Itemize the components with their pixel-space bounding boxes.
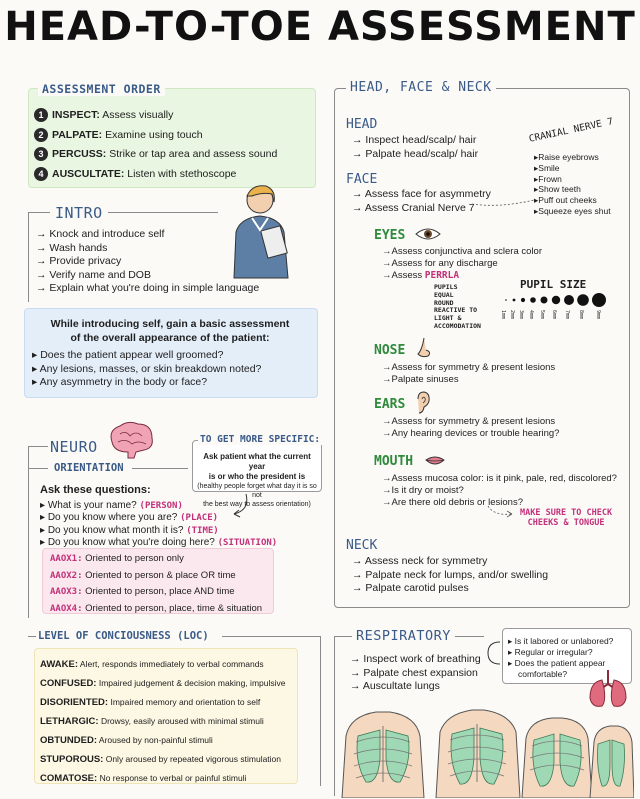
- brain-icon: [106, 420, 156, 460]
- list-item: ▸ Any asymmetry in the body or face?: [32, 376, 208, 388]
- list-item: STUPOROUS: Only aroused by repeated vigorous stimulation: [40, 754, 282, 765]
- cn7-label: CRANIAL NERVE 7: [528, 116, 615, 145]
- list-item: ▸ What is your name? (PERSON): [40, 499, 183, 511]
- face-label: FACE: [346, 172, 378, 187]
- list-item: → Provide privacy: [36, 255, 122, 267]
- specific-text: Ask patient what the current year is or who the president is (healthy people forget what day it is so not the best way to assess orientation): [197, 452, 317, 508]
- respiratory-list: [350, 653, 481, 694]
- list-item: 4 AUSCULTATE: Listen with stethoscope: [34, 167, 314, 182]
- orientation-heading: ORIENTATION: [54, 462, 124, 474]
- pupil-size-scale: [502, 290, 612, 310]
- list-item: ▸Show teeth: [534, 184, 581, 195]
- assessment-order-list: [34, 108, 314, 181]
- list-item: CONFUSED: Impaired judgement & decision making, impulsive: [40, 678, 286, 689]
- list-item: →Assess conjunctiva and sclera color: [382, 246, 542, 257]
- head-list: [352, 134, 478, 161]
- hfn-heading: HEAD, FACE & NECK: [346, 80, 496, 95]
- respiratory-heading: RESPIRATORY: [352, 628, 455, 644]
- intro-heading: INTRO: [50, 204, 108, 222]
- eyes-list: [382, 246, 542, 282]
- nose-list: [382, 362, 555, 386]
- respiratory-questions: ▸ Is it labored or unlabored? ▸ Regular or irregular? ▸ Does the patient appear comfortable?: [508, 636, 614, 679]
- loc-list: [40, 655, 285, 788]
- list-item: AAOX1: Oriented to person only: [50, 553, 184, 564]
- list-item: ▸ Does the patient appear: [508, 658, 606, 668]
- list-item: LETHARGIC: Drowsy, easily aroused with minimal stimuli: [40, 716, 264, 727]
- list-item: → Palpate carotid pulses: [352, 582, 469, 594]
- list-item: →Are there old debris or lesions?: [382, 497, 523, 508]
- neck-label: NECK: [346, 538, 378, 553]
- ears-list: [382, 416, 559, 440]
- list-item: OBTUNDED: Aroused by non-painful stimuli: [40, 735, 213, 746]
- assessment-order-heading: ASSESSMENT ORDER: [38, 82, 165, 96]
- perrla-words: PUPILS EQUAL ROUND REACTIVE TO LIGHT & ACCOMODATION: [434, 283, 481, 330]
- list-item: →Any hearing devices or trouble hearing?: [382, 428, 560, 439]
- list-item: →Assess mucosa color: is it pink, pale, red, discolored?: [382, 473, 617, 484]
- appearance-note: While introducing self, gain a basic assessment of the overall appearance of the patient: ▸ Does the patient appear well groomed? ▸ Any lesions, masses, or skin breakdown noted? ▸ Any asymmetry in the body or face?: [32, 318, 308, 390]
- list-item: ▸ Do you know what you're doing here? (SITUATION): [40, 537, 278, 548]
- aao-list: [50, 551, 262, 617]
- list-item: →Assess for symmetry & present lesions: [382, 362, 556, 373]
- pupil-size-label: PUPIL SIZE: [520, 278, 587, 291]
- specific-heading: TO GET MORE SPECIFIC:: [200, 434, 321, 445]
- list-item: → Inspect head/scalp/ hair: [352, 134, 477, 146]
- neck-list: [352, 555, 548, 596]
- list-item: ▸ Does the patient appear well groomed?: [32, 349, 224, 361]
- list-item: → Palpate chest expansion: [350, 666, 478, 679]
- eye-icon: [414, 226, 442, 242]
- list-item: ▸ Do you know where you are? (PLACE): [40, 512, 219, 523]
- intro-list: [36, 228, 259, 296]
- list-item: → Assess Cranial Nerve 7: [352, 201, 475, 214]
- list-item: ▸ Do you know what month it is? (TIME): [40, 524, 219, 536]
- list-item: DISORIENTED: Impaired memory and orientation to self: [40, 697, 261, 708]
- list-item: → Auscultate lungs: [350, 680, 440, 692]
- orientation-questions: Ask these questions: ▸ What is your name? (PERSON) ▸ Do you know where you are? (PLACE) ▸ Do you know what month it is? (TIME) ▸ Do you know what you're doing here? (SITUATION): [40, 484, 278, 548]
- pupil-size-labels: 1mm 2mm 3mm 4mm 5mm 6mm 7mm 8mm 9mm: [500, 310, 601, 320]
- list-item: → Explain what you're doing in simple language: [36, 282, 260, 294]
- page-title: HEAD-TO-TOE ASSESSMENT: [4, 4, 636, 50]
- ear-icon: [414, 391, 432, 415]
- list-item: 3 PERCUSS: Strike or tap area and assess sound: [34, 147, 314, 162]
- list-item: →Assess PERRLA: [382, 270, 460, 281]
- list-item: → Assess face for asymmetry: [352, 188, 491, 200]
- list-item: →Palpate sinuses: [382, 374, 459, 385]
- loc-heading: LEVEL OF CONCIOUSNESS (LOC): [38, 630, 209, 642]
- cn7-list: [534, 152, 611, 217]
- list-item: 1 INSPECT: Assess visually: [34, 108, 314, 123]
- list-item: → Verify name and DOB: [36, 268, 151, 281]
- list-item: ▸ Is it labored or unlabored?: [508, 636, 614, 646]
- list-item: ▸ Regular or irregular?: [508, 647, 593, 657]
- list-item: ▸ Any lesions, masses, or skin breakdown noted?: [32, 362, 262, 375]
- list-item: AAOX2: Oriented to person & place OR time: [50, 569, 236, 581]
- eyes-label: EYES: [374, 228, 406, 243]
- list-item: 2 PALPATE: Examine using touch: [34, 128, 314, 143]
- nose-icon: [416, 336, 434, 360]
- mouth-icon: [424, 454, 446, 468]
- list-item: ▸Puff out cheeks: [534, 195, 597, 206]
- neuro-heading: NEURO: [50, 438, 98, 456]
- head-label: HEAD: [346, 117, 378, 132]
- list-item: → Knock and introduce self: [36, 228, 165, 240]
- list-item: ▸Raise eyebrows: [534, 152, 599, 162]
- list-item: → Wash hands: [36, 241, 108, 254]
- list-item: ▸Frown: [534, 173, 562, 184]
- torso-illustrations: [336, 702, 634, 798]
- list-item: AAOX4: Oriented to person, place, time & situation: [50, 602, 263, 614]
- nose-label: NOSE: [374, 343, 406, 358]
- mouth-note: MAKE SURE TO CHECK CHEEKS & TONGUE: [520, 508, 613, 528]
- mouth-label: MOUTH: [374, 454, 414, 469]
- list-item: → Palpate neck for lumps, and/or swelling: [352, 568, 549, 581]
- list-item: ▸Smile: [534, 162, 560, 173]
- list-item: COMATOSE: No response to verbal or painful stimuli: [40, 773, 247, 784]
- list-item: → Palpate head/scalp/ hair: [352, 147, 479, 160]
- list-item: AAOX3: Oriented to person, place AND time: [50, 586, 235, 597]
- list-item: → Inspect work of breathing: [350, 653, 481, 665]
- ears-label: EARS: [374, 397, 406, 412]
- list-item: AWAKE: Alert, responds immediately to verbal commands: [40, 659, 264, 670]
- list-item: →Assess for symmetry & present lesions: [382, 416, 556, 427]
- list-item: ▸Squeeze eyes shut: [534, 205, 611, 216]
- list-item: →Is it dry or moist?: [382, 485, 464, 496]
- list-item: →Assess for any discharge: [382, 258, 498, 269]
- list-item: → Assess neck for symmetry: [352, 555, 488, 567]
